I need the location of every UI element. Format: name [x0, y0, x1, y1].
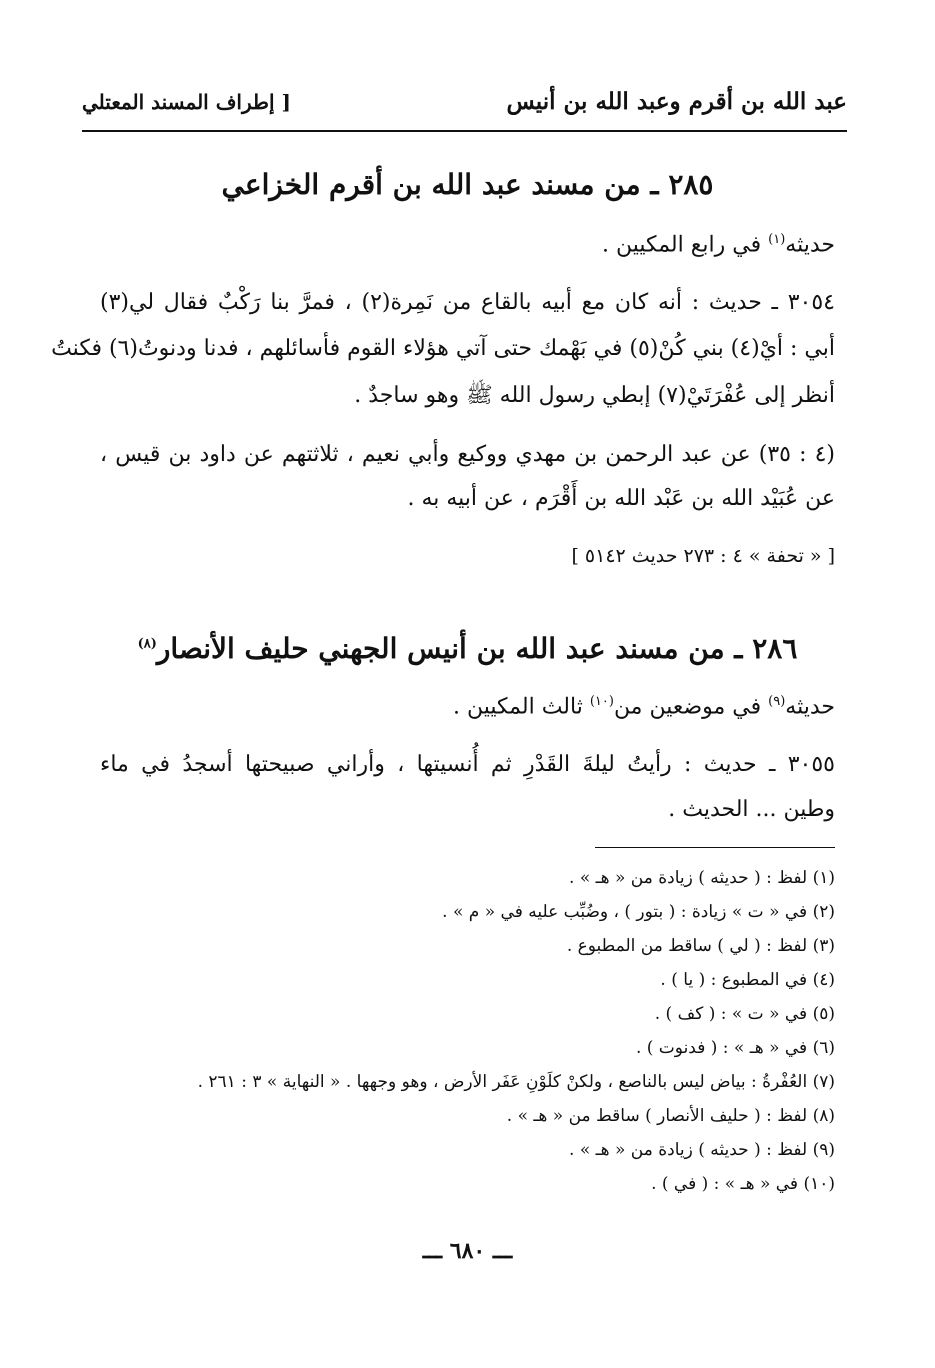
footnote-9: (٩) لفظ : ( حديثه ) زيادة من « هـ » . — [569, 1140, 835, 1160]
hadith-3054-line-3: أنظر إلى عُفْرَتَيْ(٧) إبطي رسول الله ﷺ وهو ساجدٌ . — [354, 383, 835, 408]
footnote-ref-9[interactable]: (٩) — [768, 694, 786, 709]
hadith-3054-line-1: ٣٠٥٤ ـ حديث : أنه كان مع أبيه بالقاع من نَمِرة(٢) ، فمرَّ بنا رَكْبٌ فقال لي(٣) — [100, 290, 835, 315]
tuhfa-reference: [ « تحفة » ٤ : ٢٧٣ حديث ٥١٤٢ ] — [571, 545, 835, 567]
section-286-title-text: ٢٨٦ ـ من مسند عبد الله بن أنيس الجهني حليف الأنصار — [156, 632, 798, 665]
footnote-separator — [595, 847, 835, 848]
intro-286-text-b: في موضعين من — [613, 694, 769, 720]
page-number: ـــ ٦٨٠ ـــ — [422, 1238, 513, 1264]
isnad-3054-line-1: (٤ : ٣٥) عن عبد الرحمن بن مهدي ووكيع وأبي نعيم ، ثلاثتهم عن داود بن قيس ، — [100, 442, 835, 467]
footnote-3: (٣) لفظ : ( لي ) ساقط من المطبوع . — [566, 936, 835, 956]
footnote-ref-10[interactable]: (١٠) — [589, 694, 614, 709]
hadith-3055-line-2: وطين ... الحديث . — [668, 797, 835, 822]
hadith-3055-line-1: ٣٠٥٥ ـ حديث : رأيتُ ليلةَ القَدْرِ ثم أُنسيتها ، وأراني صبيحتها أسجدُ في ماء — [100, 752, 835, 777]
running-head — [82, 88, 847, 132]
footnote-7: (٧) العُفْرةُ : بياض ليس بالناصع ، ولكنْ كلَوْنِ عَفَر الأرض ، وهو وجهها . « النهاية » ٣ : ٢٦١ . — [197, 1072, 835, 1092]
intro-286-text-c: ثالث المكيين . — [453, 694, 590, 720]
section-286-title — [120, 632, 815, 665]
running-head-title: عبد الله بن أقرم وعبد الله بن أنيس — [506, 88, 847, 115]
footnote-2: (٢) في « ت » زيادة : ( بتور ) ، وضُبِّب عليه في « م » . — [442, 902, 835, 922]
header-rule — [82, 130, 847, 132]
running-head-book: [ إطراف المسند المعتلي — [82, 90, 291, 114]
footnote-ref-1[interactable]: (١) — [768, 232, 786, 247]
footnote-4: (٤) في المطبوع : ( يا ) . — [660, 970, 835, 990]
footnote-ref-8[interactable]: (٨) — [137, 636, 157, 652]
intro-text-b: في رابع المكيين . — [602, 232, 769, 258]
section-285-title: ٢٨٥ ـ من مسند عبد الله بن أقرم الخزاعي — [221, 168, 714, 201]
intro-286-text-a: حديثه — [785, 694, 835, 720]
section-286-intro — [453, 694, 835, 719]
intro-text-a: حديثه — [785, 232, 835, 258]
footnote-1: (١) لفظ : ( حديثه ) زيادة من « هـ » . — [569, 868, 835, 888]
footnote-10: (١٠) في « هـ » : ( في ) . — [651, 1174, 835, 1194]
section-285-intro — [602, 232, 835, 257]
hadith-3054-line-2: أبي : أيْ(٤) بني كُنْ(٥) في بَهْمك حتى آتي هؤلاء القوم فأسائلهم ، فدنا ودنوتُ(٦) فكنتُ — [51, 336, 835, 361]
footnote-6: (٦) في « هـ » : ( فدنوت ) . — [635, 1038, 835, 1058]
footnote-8: (٨) لفظ : ( حليف الأنصار ) ساقط من « هـ » . — [506, 1106, 835, 1126]
isnad-3054-line-2: عن عُبَيْد الله بن عَبْد الله بن أَقْرَم ، عن أبيه به . — [407, 486, 835, 511]
footnote-5: (٥) في « ت » : ( كف ) . — [654, 1004, 835, 1024]
